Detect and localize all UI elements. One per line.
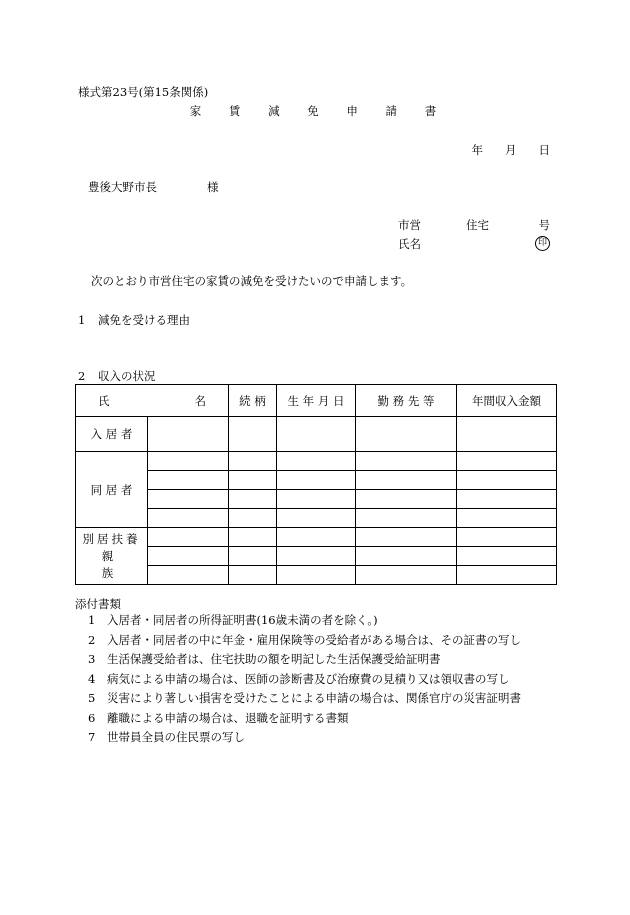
- category-dependent-line1: 別居扶養: [82, 531, 141, 546]
- name-cell[interactable]: [148, 528, 229, 547]
- date-month-label: 月: [505, 143, 517, 157]
- birthdate-cell[interactable]: [277, 471, 356, 490]
- relation-cell[interactable]: [229, 566, 277, 585]
- name-cell[interactable]: [148, 509, 229, 528]
- birthdate-cell[interactable]: [277, 528, 356, 547]
- income-cell[interactable]: [457, 471, 557, 490]
- addressee: [88, 180, 219, 194]
- birthdate-cell[interactable]: [277, 490, 356, 509]
- income-cell[interactable]: [457, 509, 557, 528]
- birthdate-cell[interactable]: [277, 566, 356, 585]
- workplace-cell[interactable]: [356, 528, 457, 547]
- header-relation: 続 柄: [229, 385, 277, 417]
- income-cell[interactable]: [457, 566, 557, 585]
- table-row: [76, 528, 557, 547]
- birthdate-cell[interactable]: [277, 547, 356, 566]
- section-number: 2: [78, 369, 86, 383]
- table-row: [76, 452, 557, 471]
- birthdate-cell[interactable]: [277, 417, 356, 452]
- section-reason: [78, 313, 190, 327]
- list-item: 2 入居者・同居者の中に年金・雇用保険等の受給者がある場合は、その証書の写し: [88, 632, 521, 647]
- table-header-row: [76, 385, 557, 417]
- form-number: 様式第23号(第15条関係): [78, 85, 209, 99]
- category-dependent-line2: 親 族: [101, 548, 128, 580]
- name-cell[interactable]: [148, 471, 229, 490]
- list-item: 4 病気による申請の場合は、医師の診断書及び治療費の見積り又は領収書の写し: [88, 671, 510, 686]
- category-dependent: [76, 528, 148, 585]
- list-item: 7 世帯員全員の住民票の写し: [88, 730, 245, 744]
- workplace-cell[interactable]: [356, 547, 457, 566]
- intro-text: 次のとおり市営住宅の家賃の減免を受けたいので申請します。: [91, 274, 413, 288]
- table-row: [76, 471, 557, 490]
- table-row: [76, 566, 557, 585]
- table-row: [76, 547, 557, 566]
- income-table: [75, 384, 557, 585]
- date-day-label: 日: [538, 143, 550, 157]
- table-row: [76, 417, 557, 452]
- name-cell[interactable]: [148, 490, 229, 509]
- workplace-cell[interactable]: [356, 417, 457, 452]
- category-cohabitant: 同 居 者: [76, 452, 148, 528]
- income-cell[interactable]: [457, 490, 557, 509]
- income-cell[interactable]: [457, 547, 557, 566]
- housing-label: 市営: [398, 218, 421, 232]
- income-cell[interactable]: [457, 452, 557, 471]
- addressee-honorific: 様: [207, 180, 219, 194]
- workplace-cell[interactable]: [356, 452, 457, 471]
- category-resident: 入 居 者: [76, 417, 148, 452]
- applicant-name-label: 氏名: [398, 237, 421, 251]
- list-item: 6 離職による申請の場合は、退職を証明する書類: [88, 710, 349, 725]
- list-item: 1 入居者・同居者の所得証明書(16歳未満の者を除く。): [88, 613, 378, 627]
- document-title: 家 賃 減 免 申 請 書: [189, 104, 449, 118]
- addressee-name: 豊後大野市長: [88, 180, 157, 194]
- workplace-cell[interactable]: [356, 566, 457, 585]
- workplace-cell[interactable]: [356, 490, 457, 509]
- date-year-label: 年: [471, 143, 483, 157]
- header-birthdate: 生 年 月 日: [277, 385, 356, 417]
- name-cell[interactable]: [148, 452, 229, 471]
- relation-cell[interactable]: [229, 452, 277, 471]
- relation-cell[interactable]: [229, 547, 277, 566]
- housing-mid-label: 住宅: [466, 218, 489, 232]
- income-cell[interactable]: [457, 417, 557, 452]
- seal-mark: 印: [535, 236, 550, 251]
- housing-number-suffix: 号: [538, 218, 550, 232]
- relation-cell[interactable]: [229, 417, 277, 452]
- workplace-cell[interactable]: [356, 509, 457, 528]
- header-annual-income: 年間収入金額: [457, 385, 557, 417]
- income-cell[interactable]: [457, 528, 557, 547]
- list-item: 5 災害により著しい損害を受けたことによる申請の場合は、関係官庁の災害証明書: [88, 691, 521, 705]
- birthdate-cell[interactable]: [277, 452, 356, 471]
- section-number: 1: [78, 313, 86, 327]
- relation-cell[interactable]: [229, 528, 277, 547]
- relation-cell[interactable]: [229, 509, 277, 528]
- table-row: [76, 509, 557, 528]
- workplace-cell[interactable]: [356, 471, 457, 490]
- section-income: [78, 369, 156, 383]
- relation-cell[interactable]: [229, 471, 277, 490]
- section-title: 収入の状況: [98, 369, 156, 383]
- name-cell[interactable]: [148, 417, 229, 452]
- birthdate-cell[interactable]: [277, 509, 356, 528]
- header-workplace: 勤 務 先 等: [356, 385, 457, 417]
- name-cell[interactable]: [148, 547, 229, 566]
- attachments-title: 添付書類: [75, 597, 121, 611]
- header-name: 氏 名: [76, 385, 229, 417]
- relation-cell[interactable]: [229, 490, 277, 509]
- date-fields: [472, 143, 551, 157]
- section-title: 減免を受ける理由: [98, 313, 190, 327]
- attachments-list: [88, 613, 521, 750]
- table-row: [76, 490, 557, 509]
- list-item: 3 生活保護受給者は、住宅扶助の額を明記した生活保護受給証明書: [88, 652, 441, 666]
- name-cell[interactable]: [148, 566, 229, 585]
